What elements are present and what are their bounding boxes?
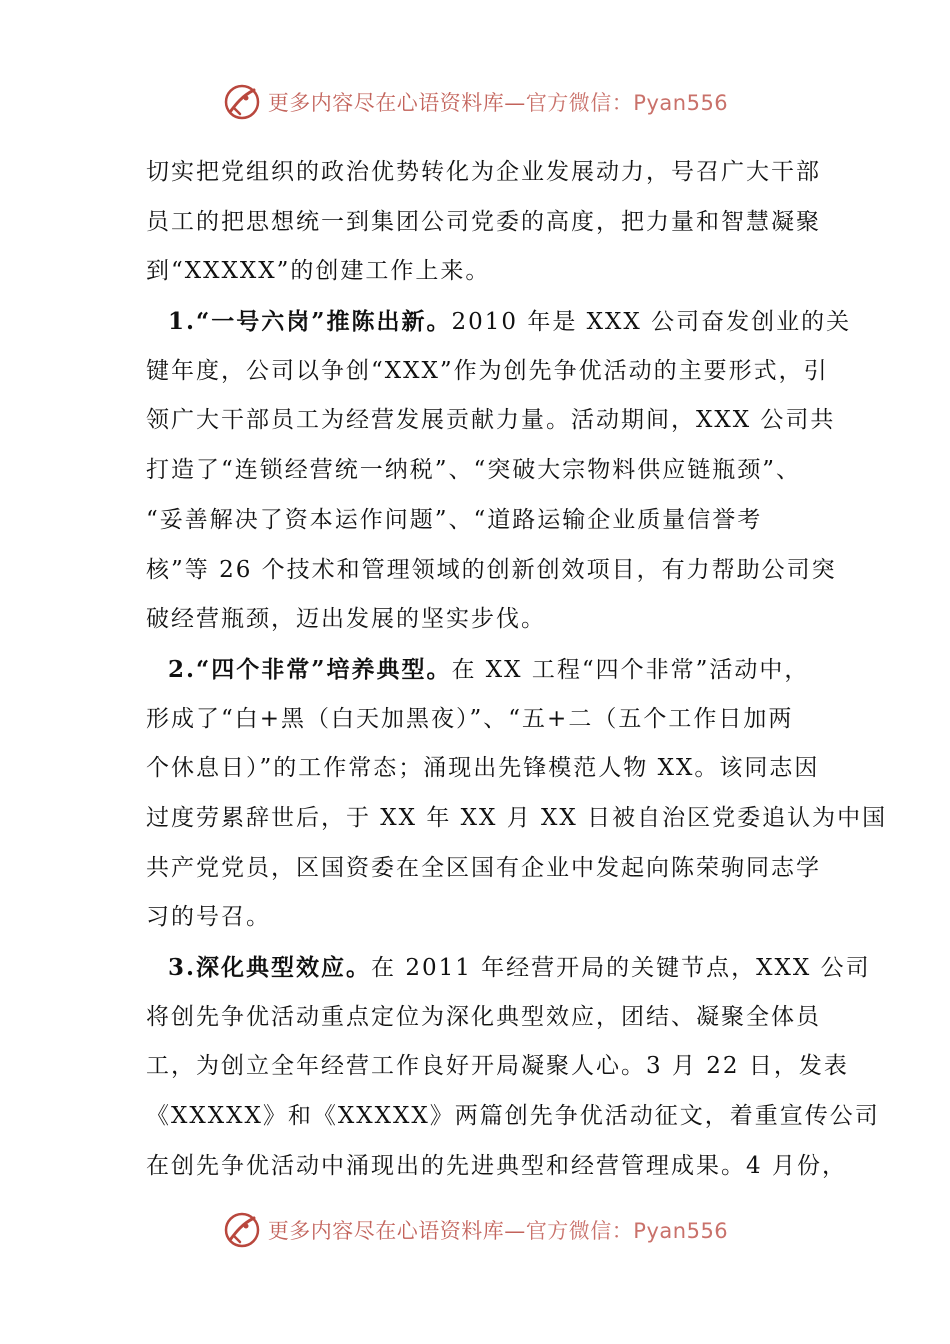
watermark-text: [268, 1215, 728, 1245]
watermark-wechat: 官方微信：Pyan556: [525, 91, 729, 115]
text-line: 共产党党员，区国资委在全区国有企业中发起向陈荣驹同志学: [146, 854, 821, 881]
text-line: 员工的把思想统一到集团公司党委的高度，把力量和智慧凝聚: [146, 208, 821, 235]
footer-watermark: [0, 1208, 950, 1252]
watermark-text: [268, 87, 728, 117]
text-line: 到“XXXXX”的创建工作上来。: [146, 258, 491, 285]
text-run: 在 2011 年经营开局的关键节点，XXX 公司: [371, 955, 871, 981]
text-line: 将创先争优活动重点定位为深化典型效应，团结、凝聚全体员: [146, 1003, 821, 1030]
text-line: 习的号召。: [146, 904, 271, 931]
text-line: 键年度，公司以争创“XXX”作为创先争优活动的主要形式，引: [146, 357, 829, 384]
paragraph-3-first-line: [146, 943, 871, 993]
text-run: 在 XX 工程“四个非常”活动中，: [451, 656, 810, 683]
text-line: 核”等 26 个技术和管理领域的创新创效项目，有力帮助公司突: [146, 556, 837, 583]
text-line: 个休息日）”的工作常态；涌现出先锋模范人物 XX。该同志因: [146, 755, 820, 782]
watermark-slogan: 更多内容尽在心语资料库—: [267, 1219, 526, 1243]
text-line: 工，为创立全年经营工作良好开局凝聚人心。3 月 22 日，发表: [146, 1053, 849, 1080]
paragraph-1-first-line: [146, 297, 852, 347]
text-line: 在创先争优活动中涌现出的先进典型和经营管理成果。4 月份，: [146, 1152, 847, 1179]
text-line: 形成了“白+黑（白天加黑夜）”、“五+二（五个工作日加两: [146, 705, 794, 732]
pen-logo-icon: [222, 1210, 262, 1250]
text-line: 破经营瓶颈，迈出发展的坚实步伐。: [146, 606, 546, 633]
paragraph-2-first-line: [146, 645, 810, 695]
document-body: [146, 148, 888, 1191]
watermark-wechat: 官方微信：Pyan556: [525, 1219, 729, 1243]
text-line: 过度劳累辞世后，于 XX 年 XX 月 XX 日被自治区党委追认为中国: [146, 804, 888, 831]
section-heading-1: 1.“一号六岗”推陈出新。: [168, 308, 452, 336]
text-line: 切实把党组织的政治优势转化为企业发展动力，号召广大干部: [146, 159, 821, 185]
text-run: 2010 年是 XXX 公司奋发创业的关: [451, 309, 852, 336]
section-heading-3: 3.深化典型效应。: [168, 954, 372, 981]
text-line: “妥善解决了资本运作问题”、“道路运输企业质量信誉考: [146, 506, 763, 533]
header-watermark: [0, 80, 950, 124]
text-line: 打造了“连锁经营统一纳税”、“突破大宗物料供应链瓶颈”、: [146, 457, 802, 484]
text-line: 领广大干部员工为经营发展贡献力量。活动期间，XXX 公司共: [146, 407, 836, 434]
section-heading-2: 2.“四个非常”培养典型。: [168, 655, 452, 683]
pen-logo-icon: [222, 82, 262, 122]
watermark-slogan: 更多内容尽在心语资料库—: [267, 91, 526, 115]
text-line: 《XXXXX》和《XXXXX》两篇创先争优活动征文，着重宣传公司: [146, 1103, 880, 1130]
